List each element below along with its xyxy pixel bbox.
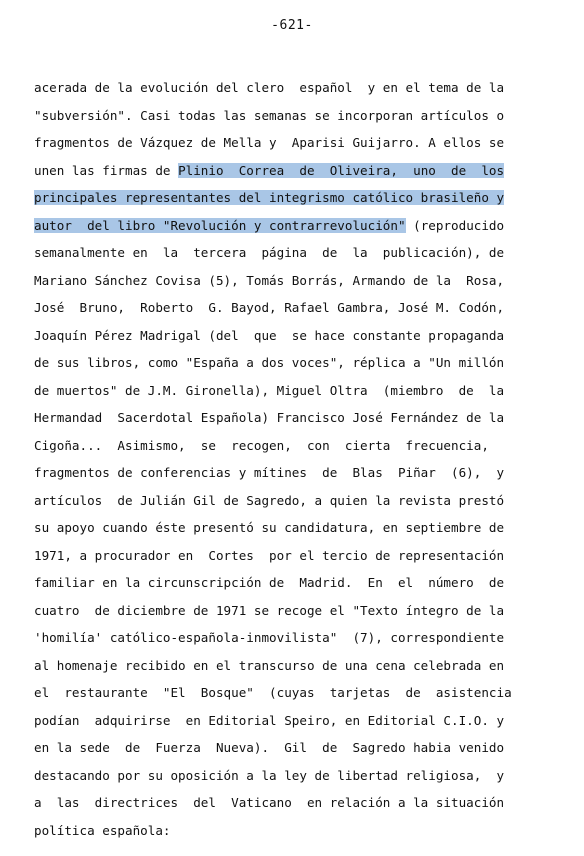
page-number: -621-: [271, 18, 313, 33]
text-segment: a las directrices del Vaticano en relación a la situación: [34, 795, 505, 810]
text-segment: su apoyo cuando éste presentó su candidatura, en septiembre de: [34, 520, 505, 535]
text-segment: José Bruno, Roberto G. Bayod, Rafael Gambra, José M. Codón,: [34, 300, 505, 315]
text-line: [34, 652, 550, 680]
text-segment: artículos de Julián Gil de Sagredo, a quien la revista prestó: [34, 492, 505, 508]
text-line: [34, 679, 550, 707]
text-segment: destacando por su oposición a la ley de libertad religiosa, y: [34, 767, 505, 783]
text-line: [34, 212, 550, 240]
text-segment: semanalmente en la tercera página de la publicación), de: [34, 245, 505, 260]
text-segment: cuatro de diciembre de 1971 se recoge el "Texto íntegro de la: [34, 602, 505, 618]
text-segment: (reproducido: [405, 217, 505, 233]
text-line: [34, 707, 550, 735]
text-line: [34, 487, 550, 515]
text-segment: 1971, a procurador en Cortes por el tercio de representación: [34, 547, 505, 563]
text-line: [34, 349, 550, 377]
text-line: [34, 74, 550, 102]
text-segment: podían adquirirse en Editorial Speiro, en Editorial C.I.O. y: [34, 712, 505, 728]
text-line: [34, 322, 550, 350]
text-segment: al homenaje recibido en el transcurso de una cena celebrada en: [34, 657, 505, 673]
text-segment: en la sede de Fuerza Nueva). Gil de Sagredo habia venido: [34, 740, 505, 755]
text-segment: unen las firmas de: [34, 162, 179, 178]
text-segment: política española:: [34, 822, 171, 838]
text-segment: de muertos" de J.M. Gironella), Miguel Oltra (miembro de la: [34, 382, 505, 398]
text-segment: "subversión". Casi todas las semanas se incorporan artículos o: [34, 107, 505, 123]
text-line: [34, 294, 550, 322]
highlighted-text: autor del libro "Revolución y contrarrevolución": [34, 217, 406, 233]
text-line: [34, 459, 550, 487]
text-segment: fragmentos de conferencias y mítines de Blas Piñar (6), y: [34, 465, 505, 480]
text-segment: de sus libros, como "España a dos voces", réplica a "Un millón: [34, 355, 505, 370]
text-line: [34, 734, 550, 762]
text-line: [34, 514, 550, 542]
text-line: [34, 597, 550, 625]
text-line: [34, 267, 550, 295]
text-line: [34, 239, 550, 267]
text-segment: el restaurante "El Bosque" (cuyas tarjetas de asistencia: [34, 685, 512, 700]
text-line: [34, 102, 550, 130]
text-segment: familiar en la circunscripción de Madrid. En el número de: [34, 575, 505, 590]
text-line: [34, 404, 550, 432]
text-line: [34, 817, 550, 845]
text-segment: acerada de la evolución del clero español y en el tema de la: [34, 80, 505, 95]
text-line: [34, 624, 550, 652]
body-paragraph: [34, 74, 550, 844]
text-line: [34, 184, 550, 212]
text-line: [34, 762, 550, 790]
text-segment: Joaquín Pérez Madrigal (del que se hace constante propaganda: [34, 327, 505, 343]
text-line: [34, 789, 550, 817]
text-line: [34, 157, 550, 185]
highlighted-text: principales representantes del integrismo católico brasileño y: [34, 190, 505, 205]
text-segment: 'homilía' católico-española-inmovilista" (7), correspondiente: [34, 630, 505, 645]
highlighted-text: Plinio Correa de Oliveira, uno de los: [178, 162, 505, 178]
text-segment: Mariano Sánchez Covisa (5), Tomás Borrás, Armando de la Rosa,: [34, 272, 505, 288]
text-line: [34, 542, 550, 570]
text-line: [34, 569, 550, 597]
text-line: [34, 432, 550, 460]
text-segment: Hermandad Sacerdotal Española) Francisco José Fernández de la: [34, 410, 505, 425]
text-segment: Cigoña... Asimismo, se recogen, con cierta frecuencia,: [34, 437, 489, 453]
text-line: [34, 377, 550, 405]
text-segment: fragmentos de Vázquez de Mella y Aparisi Guijarro. A ellos se: [34, 135, 505, 150]
text-line: [34, 129, 550, 157]
